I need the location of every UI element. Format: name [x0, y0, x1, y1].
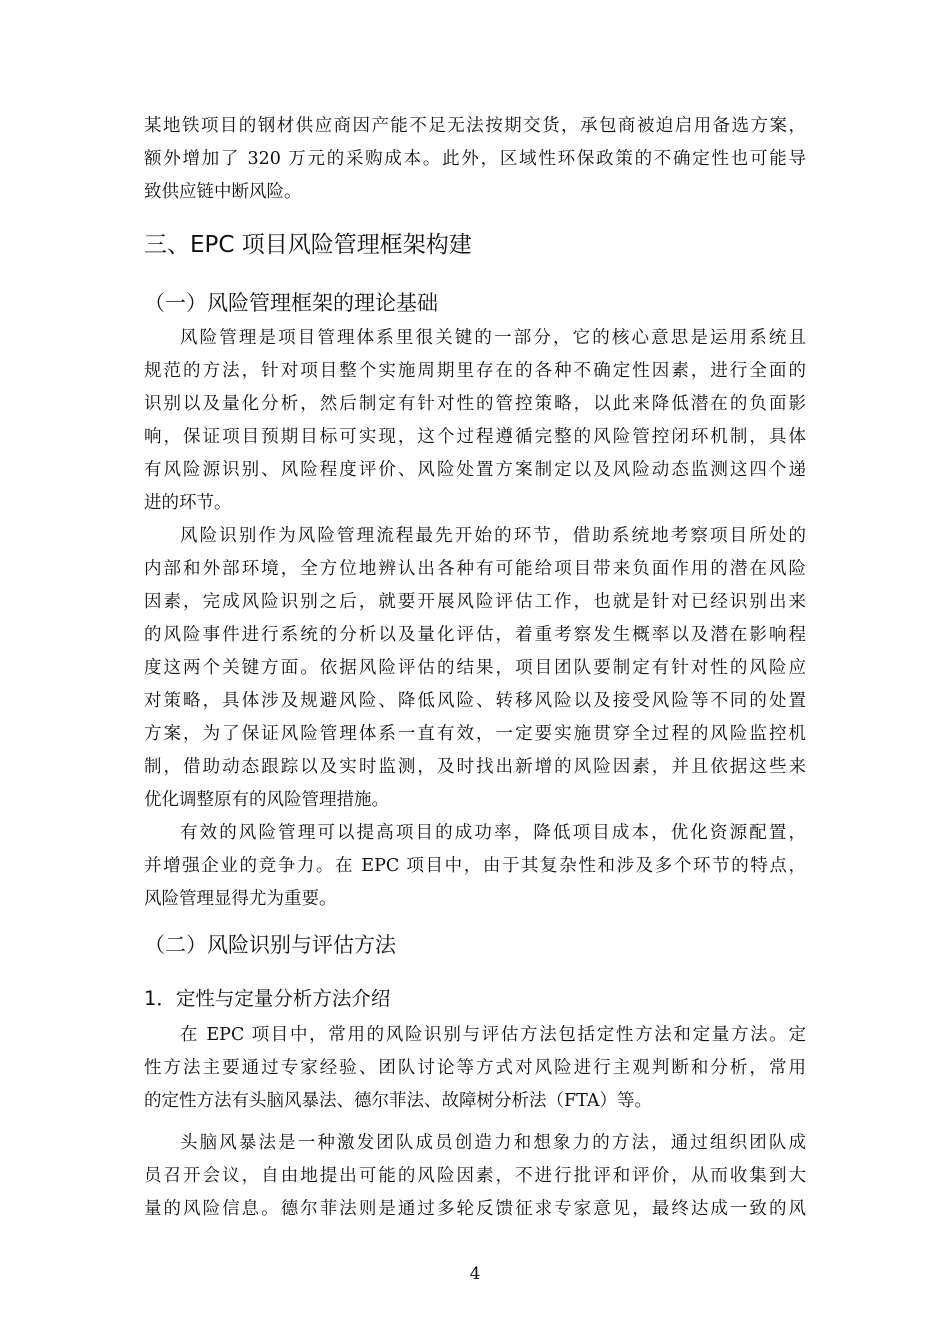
continued-paragraph	[144, 110, 806, 209]
page-number: 4	[469, 1264, 481, 1284]
subsection-heading: （一）风险管理框架的理论基础	[144, 291, 438, 315]
subsection-heading: （二）风险识别与评估方法	[144, 933, 396, 957]
text-line: 并增强企业的竞争力。在 EPC 项目中，由于其复杂性和涉及多个环节的特点，	[144, 856, 806, 876]
text-line: 有效的风险管理可以提高项目的成功率，降低项目成本，优化资源配置，	[180, 823, 806, 843]
paragraph	[144, 520, 806, 817]
text-line: 因素，完成风险识别之后，就要开展风险评估工作，也就是针对已经识别出来	[144, 592, 806, 612]
text-line: 额外增加了 320 万元的采购成本。此外，区域性环保政策的不确定性也可能导	[144, 149, 806, 169]
text-line: 的定性方法有头脑风暴法、德尔菲法、故障树分析法（FTA）等。	[144, 1091, 652, 1111]
text-line: 响，保证项目预期目标可实现，这个过程遵循完整的风险管控闭环机制，具体	[144, 427, 806, 447]
text-line: 在 EPC 项目中，常用的风险识别与评估方法包括定性方法和定量方法。定	[180, 1025, 806, 1045]
text-line: 头脑风暴法是一种激发团队成员创造力和想象力的方法，通过组织团队成	[180, 1133, 806, 1153]
item-heading: 1．定性与定量分析方法介绍	[144, 987, 391, 1010]
text-line: 性方法主要通过专家经验、团队讨论等方式对风险进行主观判断和分析，常用	[144, 1058, 806, 1078]
text-line: 量的风险信息。德尔菲法则是通过多轮反馈征求专家意见，最终达成一致的风	[144, 1199, 806, 1219]
text-line: 风险管理显得尤为重要。	[144, 889, 337, 909]
paragraph	[144, 322, 806, 520]
text-line: 识别以及量化分析，然后制定有针对性的管控策略，以此来降低潜在的负面影	[144, 394, 806, 414]
text-line: 风险管理是项目管理体系里很关键的一部分，它的核心意思是运用系统且	[180, 328, 806, 348]
section-heading: 三、EPC 项目风险管理框架构建	[144, 232, 472, 258]
paragraph	[144, 817, 806, 916]
paragraph	[144, 1127, 806, 1226]
text-line: 有风险源识别、风险程度评价、风险处置方案制定以及风险动态监测这四个递	[144, 460, 806, 480]
paragraph	[144, 1019, 806, 1118]
text-line: 某地铁项目的钢材供应商因产能不足无法按期交货，承包商被迫启用备选方案，	[144, 116, 806, 136]
text-line: 的风险事件进行系统的分析以及量化评估，着重考察发生概率以及潜在影响程	[144, 625, 806, 645]
text-line: 内部和外部环境，全方位地辨认出各种有可能给项目带来负面作用的潜在风险	[144, 559, 806, 579]
text-line: 度这两个关键方面。依据风险评估的结果，项目团队要制定有针对性的风险应	[144, 658, 806, 678]
text-line: 员召开会议，自由地提出可能的风险因素，不进行批评和评价，从而收集到大	[144, 1166, 806, 1186]
text-line: 对策略，具体涉及规避风险、降低风险、转移风险以及接受风险等不同的处置	[144, 691, 806, 711]
text-line: 规范的方法，针对项目整个实施周期里存在的各种不确定性因素，进行全面的	[144, 361, 806, 381]
text-line: 风险识别作为风险管理流程最先开始的环节，借助系统地考察项目所处的	[180, 526, 806, 546]
text-line: 制，借助动态跟踪以及实时监测，及时找出新增的风险因素，并且依据这些来	[144, 757, 806, 777]
text-line: 致供应链中断风险。	[144, 182, 302, 202]
text-line: 优化调整原有的风险管理措施。	[144, 790, 389, 810]
text-line: 进的环节。	[144, 493, 232, 513]
text-line: 方案，为了保证风险管理体系一直有效，一定要实施贯穿全过程的风险监控机	[144, 724, 806, 744]
